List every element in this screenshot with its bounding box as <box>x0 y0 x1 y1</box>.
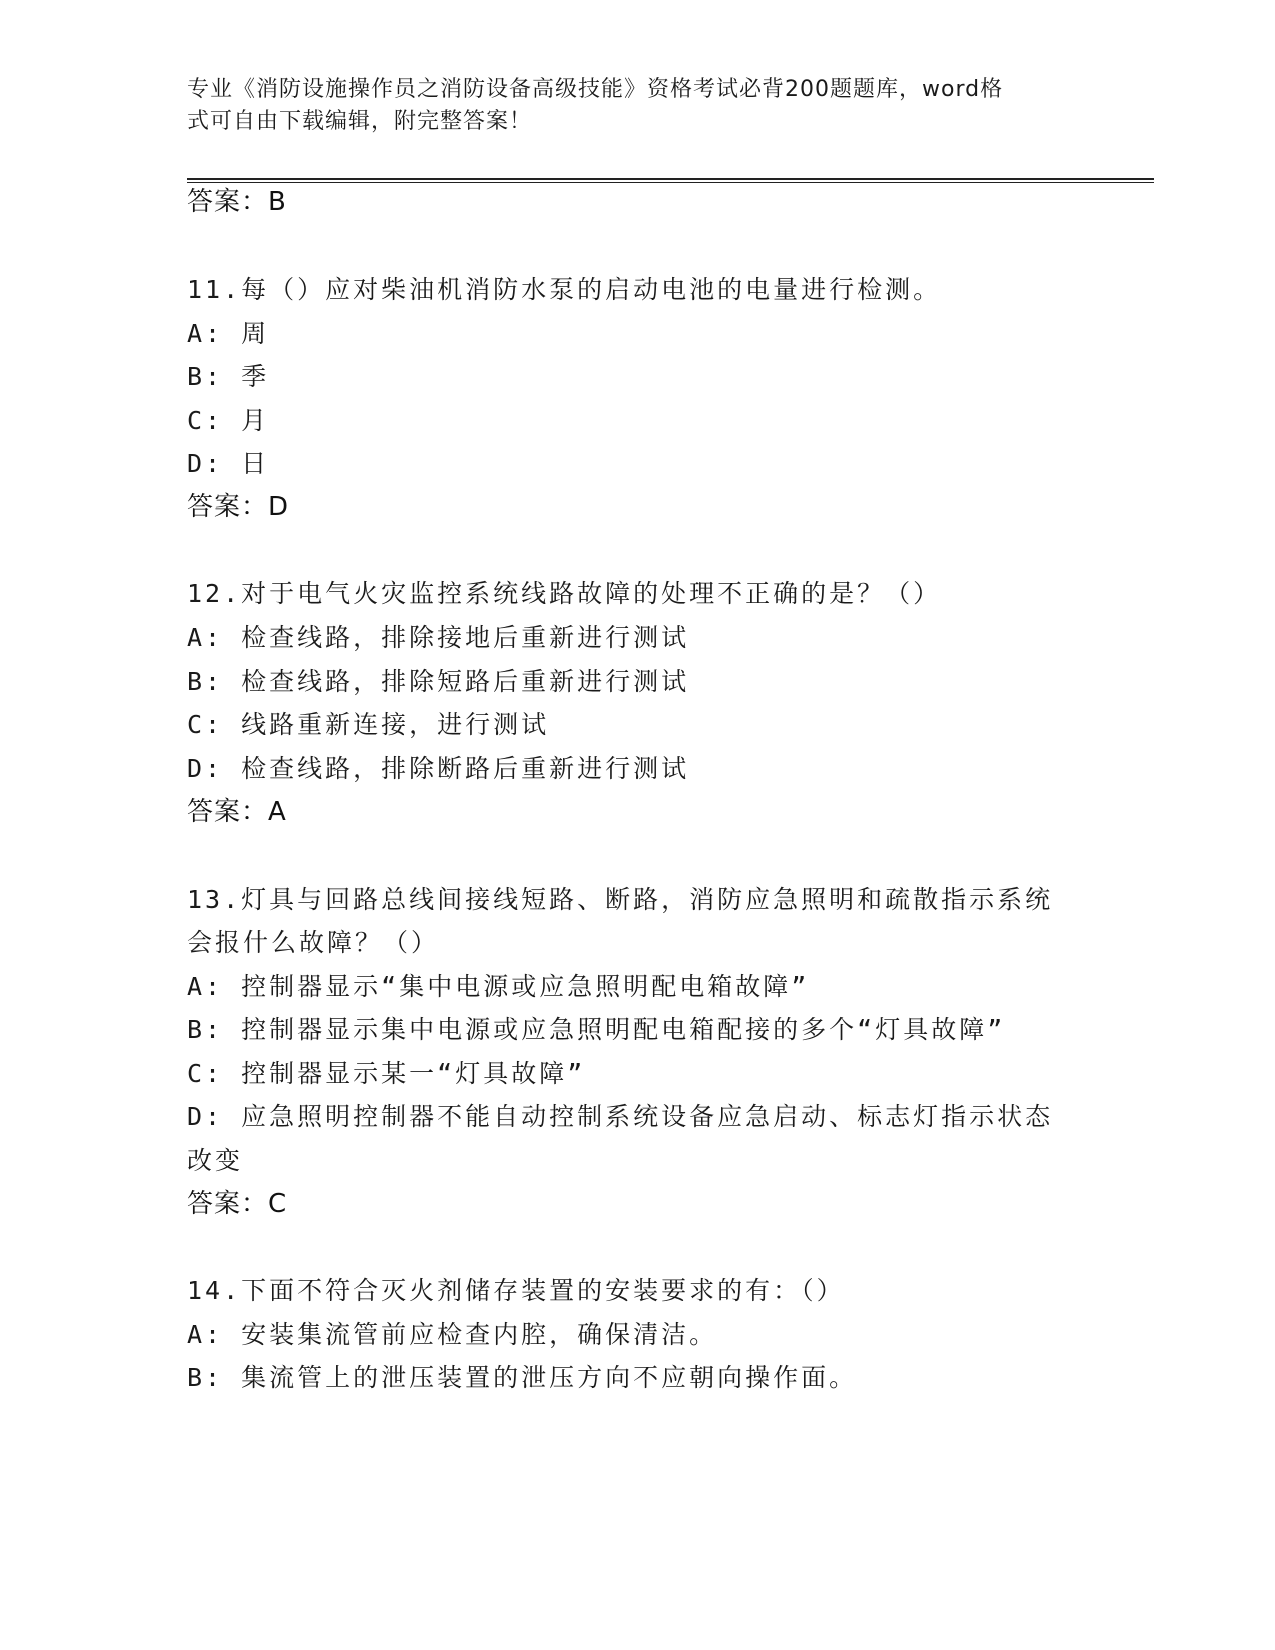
answer-previous: 答案：B <box>187 187 287 217</box>
question-11-option-b: B: 季 <box>187 362 270 391</box>
question-11-option-a: A: 周 <box>187 319 270 348</box>
header-line-2: 式可自由下载编辑，附完整答案！ <box>187 109 533 134</box>
question-13-text-line-1: 13.灯具与回路总线间接线短路、断路，消防应急照明和疏散指示系统 <box>187 885 1054 914</box>
question-12-option-c: C: 线路重新连接，进行测试 <box>187 710 550 739</box>
question-13-option-c: C: 控制器显示某一“灯具故障” <box>187 1059 586 1088</box>
question-13-option-a: A: 控制器显示“集中电源或应急照明配电箱故障” <box>187 972 810 1001</box>
page-header <box>187 74 1067 138</box>
header-divider <box>187 178 1154 183</box>
question-12-option-d: D: 检查线路，排除断路后重新进行测试 <box>187 754 690 783</box>
question-12-answer: 答案：A <box>187 797 287 827</box>
question-13-option-b: B: 控制器显示集中电源或应急照明配电箱配接的多个“灯具故障” <box>187 1015 1006 1044</box>
question-13-option-d-line-1: D: 应急照明控制器不能自动控制系统设备应急启动、标志灯指示状态 <box>187 1102 1054 1131</box>
question-13-text-line-2: 会报什么故障？（） <box>187 928 440 957</box>
question-14-text: 14.下面不符合灭火剂储存装置的安装要求的有：（） <box>187 1276 845 1305</box>
question-14-option-a: A: 安装集流管前应检查内腔，确保清洁。 <box>187 1320 718 1349</box>
question-13-answer: 答案：C <box>187 1189 288 1219</box>
header-line-1: 专业《消防设施操作员之消防设备高级技能》资格考试必背200题题库，word格 <box>187 77 1004 102</box>
question-12-text: 12.对于电气火灾监控系统线路故障的处理不正确的是？（） <box>187 579 942 608</box>
question-13-option-d-line-2: 改变 <box>187 1146 244 1175</box>
question-11-option-d: D: 日 <box>187 449 270 478</box>
question-12-option-b: B: 检查线路，排除短路后重新进行测试 <box>187 667 690 696</box>
question-11-text: 11.每（）应对柴油机消防水泵的启动电池的电量进行检测。 <box>187 275 942 304</box>
question-11-answer: 答案：D <box>187 492 290 522</box>
question-14-option-b: B: 集流管上的泄压装置的泄压方向不应朝向操作面。 <box>187 1363 858 1392</box>
question-11-option-c: C: 月 <box>187 406 270 435</box>
question-12-option-a: A: 检查线路，排除接地后重新进行测试 <box>187 623 690 652</box>
